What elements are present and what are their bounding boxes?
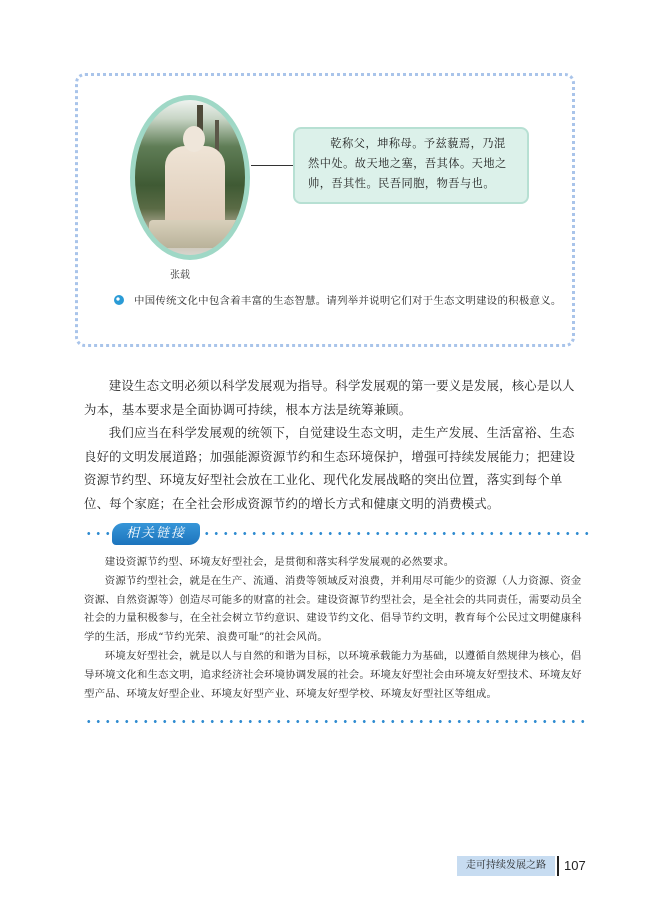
body-paragraph: 建设生态文明必须以科学发展观为指导。科学发展观的第一要义是发展，核心是以人为本，基本要求是全面协调可持续，根本方法是统筹兼顾。 <box>84 378 575 417</box>
footer-section-title: 走可持续发展之路 <box>457 856 555 876</box>
related-links-header <box>84 520 590 546</box>
main-body <box>84 374 584 515</box>
statue-head-shape <box>183 126 205 152</box>
activity-question <box>90 291 570 311</box>
quote-box: 乾称父，坤称母。予兹藐焉，乃混然中处。故天地之塞，吾其体。天地之帅，吾其性。民吾同胞，物吾与也。 <box>293 127 529 204</box>
related-paragraph: 建设资源节约型、环境友好型社会，是贯彻和落实科学发展观的必然要求。 <box>104 556 455 568</box>
page-number: 107 <box>564 858 586 873</box>
dotted-rule <box>202 532 590 535</box>
body-paragraph: 我们应当在科学发展观的统领下，自觉建设生态文明，走生产发展、生活富裕、生态良好的文明发展道路；加强能源资源节约和生态环境保护，增强可持续发展能力；把建设资源节约型、环境友好型社会放在工业化、现代化发展战略的突出位置，落实到每个单位、每个家庭；在全社会形成资源节约的增长方式和健康文明的消费模式。 <box>84 425 576 511</box>
portrait-caption: 张载 <box>170 270 190 281</box>
dotted-rule <box>84 532 110 535</box>
question-bullet-icon <box>114 295 124 305</box>
footer-divider <box>557 856 559 876</box>
statue-pedestal-shape <box>149 220 241 248</box>
statue-body-shape <box>165 146 225 226</box>
dotted-rule <box>84 720 590 723</box>
related-links-tag: 相关链接 <box>112 523 200 545</box>
connector-line <box>251 165 295 166</box>
related-links-body <box>84 553 590 703</box>
related-paragraph: 环境友好型社会，就是以人与自然的和谐为目标，以环境承载能力为基础，以遵循自然规律为核心，倡导环境文化和生态文明，追求经济社会环境协调发展的社会。环境友好型社会由环境友好型技术、环境友好型产品、环境友好型企业、环境友好型产业、环境友好型学校、环境友好型社区等组成。 <box>84 649 582 700</box>
zhang-zai-statue-photo <box>130 95 250 260</box>
related-paragraph: 资源节约型社会，就是在生产、流通、消费等领域反对浪费，并利用尽可能少的资源（人力资源、资金资源、自然资源等）创造尽可能多的财富的社会。建设资源节约型社会，是全社会的共同责任，需要动员全社会的力量积极参与，在全社会树立节约意识、建设节约文化、倡导节约文明，教育每个公民过文明健康科学的生活，形成“节约光荣、浪费可耻”的社会风尚。 <box>84 574 582 644</box>
question-text: 中国传统文化中包含着丰富的生态智慧。请列举并说明它们对于生态文明建设的积极意义。 <box>134 295 562 307</box>
